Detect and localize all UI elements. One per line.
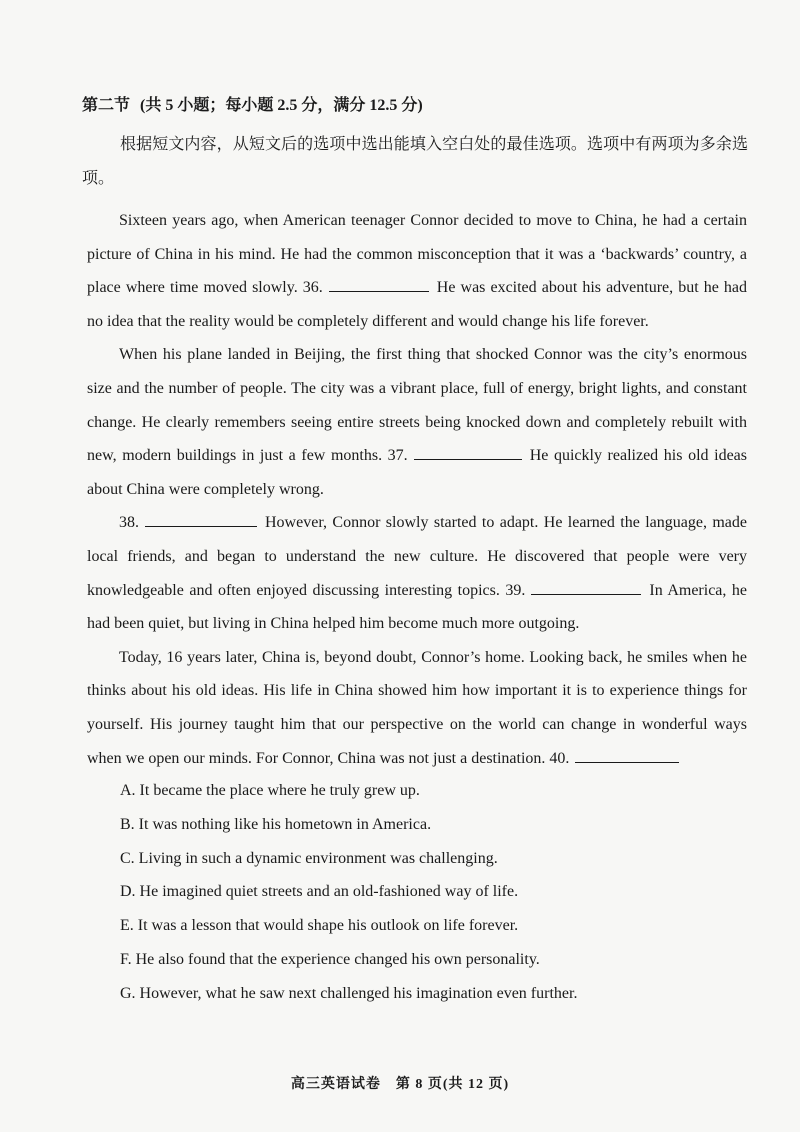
blank-39[interactable] (531, 580, 641, 595)
blank-36[interactable] (329, 277, 429, 292)
section-scoring: (共 5 小题；每小题 2.5 分，满分 12.5 分) (140, 97, 423, 114)
blank-37[interactable] (414, 445, 522, 460)
instructions: 根据短文内容，从短文后的选项中选出能填入空白处的最佳选项。选项中有两项为多余选项。 (82, 136, 748, 187)
option-f: F. He also found that the experience changed his own personality. (120, 950, 540, 968)
passage-paragraph-4 (87, 641, 747, 775)
option-e: E. It was a lesson that would shape his outlook on life forever. (120, 917, 519, 935)
passage-paragraph-1 (87, 204, 747, 338)
answer-options (120, 774, 740, 1011)
blank-38[interactable] (145, 512, 257, 527)
p2-text-b: He quickly realized his old ideas about China were completely wrong. (87, 447, 747, 498)
section-title: 第二节 (82, 97, 131, 114)
option-a: A. It became the place where he truly grew up. (120, 782, 420, 799)
p1-text-b: He was excited about his adventure, but he had no idea that the reality would be completely different and would change his life forever. (87, 279, 748, 330)
p1-text-a: Sixteen years ago, when American teenager Connor decided to move to China, he had a certain picture of China in his mind. He had the common misconception that it was a ‘backwards’ country, a place where time moved slowly. 36. (87, 212, 747, 297)
blank-40[interactable] (575, 748, 679, 763)
passage-paragraph-2 (87, 338, 747, 506)
page-footer: 高三英语试卷 第 8 页(共 12 页) (290, 1077, 510, 1092)
option-d: D. He imagined quiet streets and an old-fashioned way of life. (120, 883, 519, 901)
option-g: G. However, what he saw next challenged his imagination even further. (120, 984, 578, 1002)
p3-text-c: In America, he had been quiet, but living in China helped him become much more outgoing. (87, 581, 748, 633)
option-c: C. Living in such a dynamic environment was challenging. (120, 849, 498, 867)
p3-text-b: However, Connor slowly started to adapt. He learned the language, made local friends, and began to understand the new culture. He discovered that people were very knowledgeable and often enjoyed discussing interesting topics. 39. (87, 514, 747, 599)
section-heading (82, 92, 423, 115)
p3-text-a: 38. (119, 514, 139, 532)
option-b: B. It was nothing like his hometown in America. (120, 815, 432, 833)
passage (87, 204, 747, 775)
p2-text-a: When his plane landed in Beijing, the first thing that shocked Connor was the city’s enormous size and the number of people. The city was a vibrant place, full of energy, bright lights, and constant change. He clearly remembers seeing entire streets being knocked down and completely rebuilt with new, modern buildings in just a few months. 37. (87, 346, 747, 465)
passage-paragraph-3 (87, 506, 747, 640)
p4-text-a: Today, 16 years later, China is, beyond doubt, Connor’s home. Looking back, he smiles when he thinks about his old ideas. His life in China showed him how important it is to experience things for yourself. His journey taught him that our perspective on the world can change in wonderful ways when we open our minds. For Connor, China was not just a destination. 40. (87, 648, 747, 767)
